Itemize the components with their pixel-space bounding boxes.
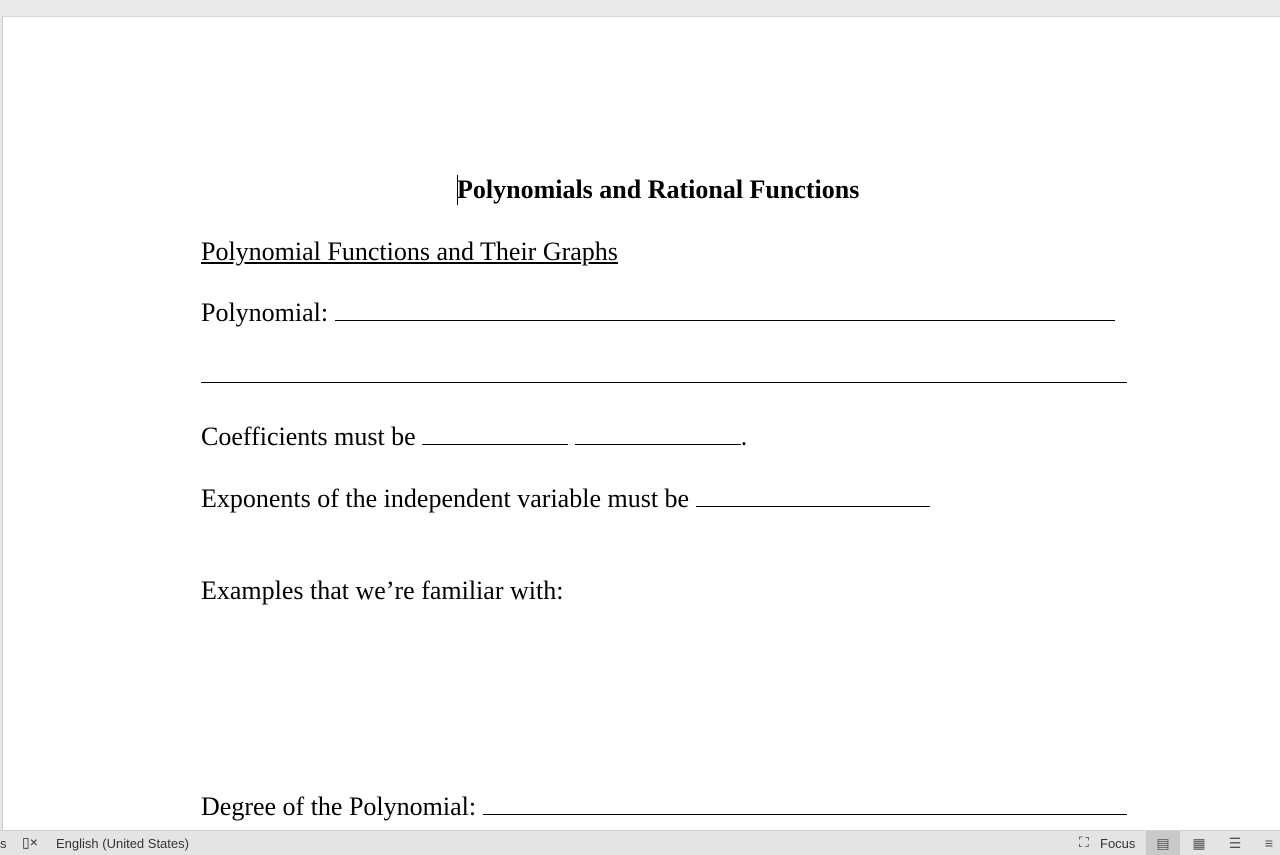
continuation-line — [201, 360, 1127, 390]
degree-label: Degree of the Polynomial: — [201, 792, 477, 821]
web-layout-icon[interactable]: ▦ — [1192, 834, 1206, 851]
coefficients-line — [201, 422, 747, 452]
draft-icon[interactable]: ≡ — [1264, 835, 1274, 851]
status-bar — [0, 830, 1280, 855]
blank-line — [575, 422, 741, 445]
focus-icon[interactable]: ⛶ — [1079, 834, 1089, 850]
window-top-strip — [0, 0, 1280, 16]
blank-line — [483, 792, 1127, 815]
section-heading: Polynomial Functions and Their Graphs — [201, 237, 618, 266]
polynomial-line — [201, 298, 1115, 328]
blank-line — [201, 360, 1127, 383]
proofing-icon[interactable]: ▯× — [22, 834, 38, 850]
focus-button[interactable]: Focus — [1100, 836, 1136, 851]
examples-label: Examples that we’re familiar with: — [201, 576, 564, 605]
document-page[interactable] — [2, 16, 1280, 831]
polynomial-label: Polynomial: — [201, 298, 329, 327]
exponents-label: Exponents of the independent variable must be — [201, 484, 690, 513]
exponents-line — [201, 484, 930, 514]
blank-line — [422, 422, 568, 445]
blank-line — [696, 484, 930, 507]
coefficients-label: Coefficients must be — [201, 422, 416, 451]
blank-line — [335, 298, 1115, 321]
language-indicator[interactable]: English (United States) — [56, 836, 189, 851]
document-title: Polynomials and Rational Functions — [457, 175, 860, 204]
status-fragment: s — [0, 836, 7, 851]
print-layout-icon[interactable]: ▤ — [1146, 831, 1180, 855]
period: . — [740, 422, 748, 451]
degree-line — [201, 792, 1127, 822]
outline-icon[interactable]: ☰ — [1228, 834, 1242, 851]
